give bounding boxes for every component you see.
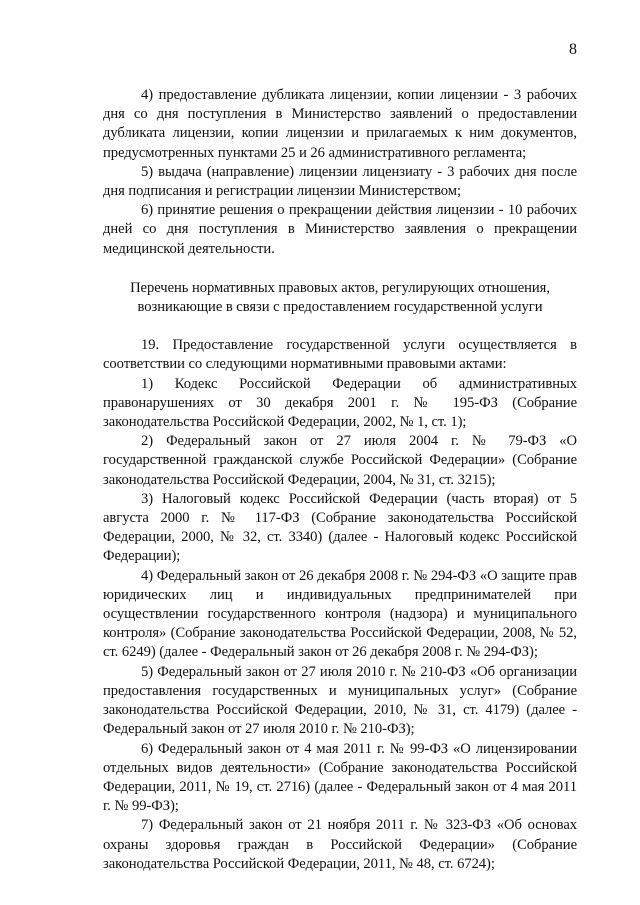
section-heading xyxy=(103,279,577,317)
act-item-2: 2) Федеральный закон от 27 июля 2004 г. № 79-ФЗ «О государственной гражданской службе Российской Федерации» (Собрание законодательства Российской Федерации, 2004, № 31, ст. 3215); xyxy=(103,433,577,488)
section-heading-line-2: возникающие в связи с предоставлением государственной услуги xyxy=(137,299,543,316)
act-item-5: 5) Федеральный закон от 27 июля 2010 г. № 210-ФЗ «Об организации предоставления государственных и муниципальных услуг» (Собрание законодательства Российской Федерации, 2010, № 31, ст. 4179) (далее - Федеральный закон от 27 июля 2010 г. № 210-ФЗ); xyxy=(103,663,577,738)
act-item-3: 3) Налоговый кодекс Российской Федерации (часть вторая) от 5 августа 2000 г. № 117-ФЗ (Собрание законодательства Российской Федерации, 2000, № 32, ст. 3340) (далее - Налоговый кодекс Российской Федерации); xyxy=(103,490,577,565)
list-item-5: 5) выдача (направление) лицензии лицензиату - 3 рабочих дня после дня подписания и регистрации лицензии Министерством; xyxy=(103,163,577,200)
list-item-6: 6) принятие решения о прекращении действия лицензии - 10 рабочих дней со дня поступления в Министерство заявления о прекращении медицинской деятельности. xyxy=(103,202,577,257)
paragraph-19: 19. Предоставление государственной услуги осуществляется в соответствии со следующими нормативными правовыми актами: xyxy=(103,337,577,373)
act-item-6: 6) Федеральный закон от 4 мая 2011 г. № 99-ФЗ «О лицензировании отдельных видов деятельности» (Собрание законодательства Российской Федерации, 2011, № 19, ст. 2716) (далее - Федеральный закон от 4 мая 2011 г. № 99-ФЗ); xyxy=(103,740,577,815)
act-item-1: 1) Кодекс Российской Федерации об административных правонарушениях от 30 декабря 2001 г. № 195-ФЗ (Собрание законодательства Российской Федерации, 2002, № 1, ст. 1); xyxy=(103,375,577,431)
page-number: 8 xyxy=(569,41,577,58)
document-body xyxy=(103,86,577,874)
spacer xyxy=(103,317,577,336)
act-item-7: 7) Федеральный закон от 21 ноября 2011 г. № 323-ФЗ «Об основах охраны здоровья граждан в Российской Федерации» (Собрание законодательства Российской Федерации, 2011, № 48, ст. 6724); xyxy=(103,817,577,872)
section-heading-line-1: Перечень нормативных правовых актов, регулирующих отношения, xyxy=(130,279,550,296)
list-item-4: 4) предоставление дубликата лицензии, копии лицензии - 3 рабочих дня со дня поступления в Министерство заявлений о предоставлении дубликата лицензии, копии лицензии и прилагаемых к ним документов, предусмотренных пунктами 25 и 26 административного регламента; xyxy=(103,87,577,161)
act-item-4: 4) Федеральный закон от 26 декабря 2008 г. № 294-ФЗ «О защите прав юридических лиц и индивидуальных предпринимателей при осуществлении государственного контроля (надзора) и муниципального контроля» (Собрание законодательства Российской Федерации, 2008, № 52, ст. 6249) (далее - Федеральный закон от 26 декабря 2008 г. № 294-ФЗ); xyxy=(103,567,577,661)
